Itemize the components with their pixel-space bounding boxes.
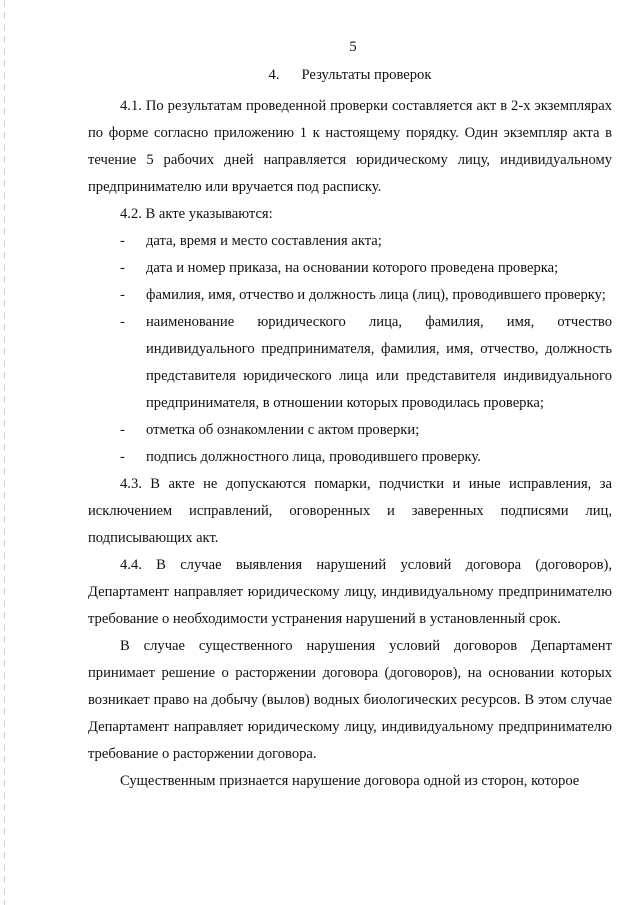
list-item-text: отметка об ознакомлении с актом проверки; [146, 422, 420, 438]
list-dash: - [120, 314, 125, 330]
list-dash: - [120, 233, 125, 249]
paragraph-4-3: 4.3. В акте не допускаются помарки, подчистки и иные исправления, за исключением исправлений, оговоренных и заверенных подписями лиц, подписывающих акт. [88, 476, 612, 546]
paragraph-last: Существенным признается нарушение договора одной из сторон, которое [120, 773, 580, 789]
list-item-text: дата, время и место составления акта; [146, 233, 382, 249]
list-item [88, 255, 612, 282]
paragraph-breach: В случае существенного нарушения условий договоров Департамент принимает решение о расторжении договора (договоров), на основании которых возникает право на добычу (вылов) водных биологических ресурсов. В этом случае Департамент направляет юридическому лицу, индивидуальному предпринимателю требование о расторжении договора. [88, 638, 612, 762]
list-item-text: наименование юридического лица, фамилия, имя, отчество индивидуального предпринимателя, фамилия, имя, отчество, должность представителя юридического лица или представителя индивидуального предпринимателя, в отношении которых проводилась проверка; [146, 314, 612, 411]
requirements-list [88, 228, 612, 471]
scan-edge-artifact [4, 0, 5, 905]
section-number: 4. [268, 67, 280, 83]
list-item [88, 282, 612, 309]
paragraph-4-2: 4.2. В акте указываются: [120, 206, 273, 222]
list-dash: - [120, 260, 125, 276]
list-item-text: дата и номер приказа, на основании которого проведена проверка; [146, 260, 559, 276]
list-item [88, 228, 612, 255]
page-number: 5 [349, 39, 357, 55]
list-dash: - [120, 449, 125, 465]
list-item [88, 309, 612, 417]
list-item [88, 417, 612, 444]
document-page [88, 34, 612, 795]
list-dash: - [120, 422, 125, 438]
section-title: Результаты проверок [301, 67, 432, 83]
list-item-text: фамилия, имя, отчество и должность лица (лиц), проводившего проверку; [146, 287, 606, 303]
list-item [88, 444, 612, 471]
list-item-text: подпись должностного лица, проводившего проверку. [146, 449, 481, 465]
section-heading [88, 62, 612, 89]
list-dash: - [120, 287, 125, 303]
paragraph-4-1: 4.1. По результатам проведенной проверки составляется акт в 2-х экземплярах по форме согласно приложению 1 к настоящему порядку. Один экземпляр акта в течение 5 рабочих дней направляется юридическому лицу, индивидуальному предпринимателю или вручается под расписку. [88, 98, 612, 195]
paragraph-4-4: 4.4. В случае выявления нарушений условий договора (договоров), Департамент направляет юридическому лицу, индивидуальному предпринимателю требование о необходимости устранения нарушений в установленный срок. [88, 557, 612, 627]
